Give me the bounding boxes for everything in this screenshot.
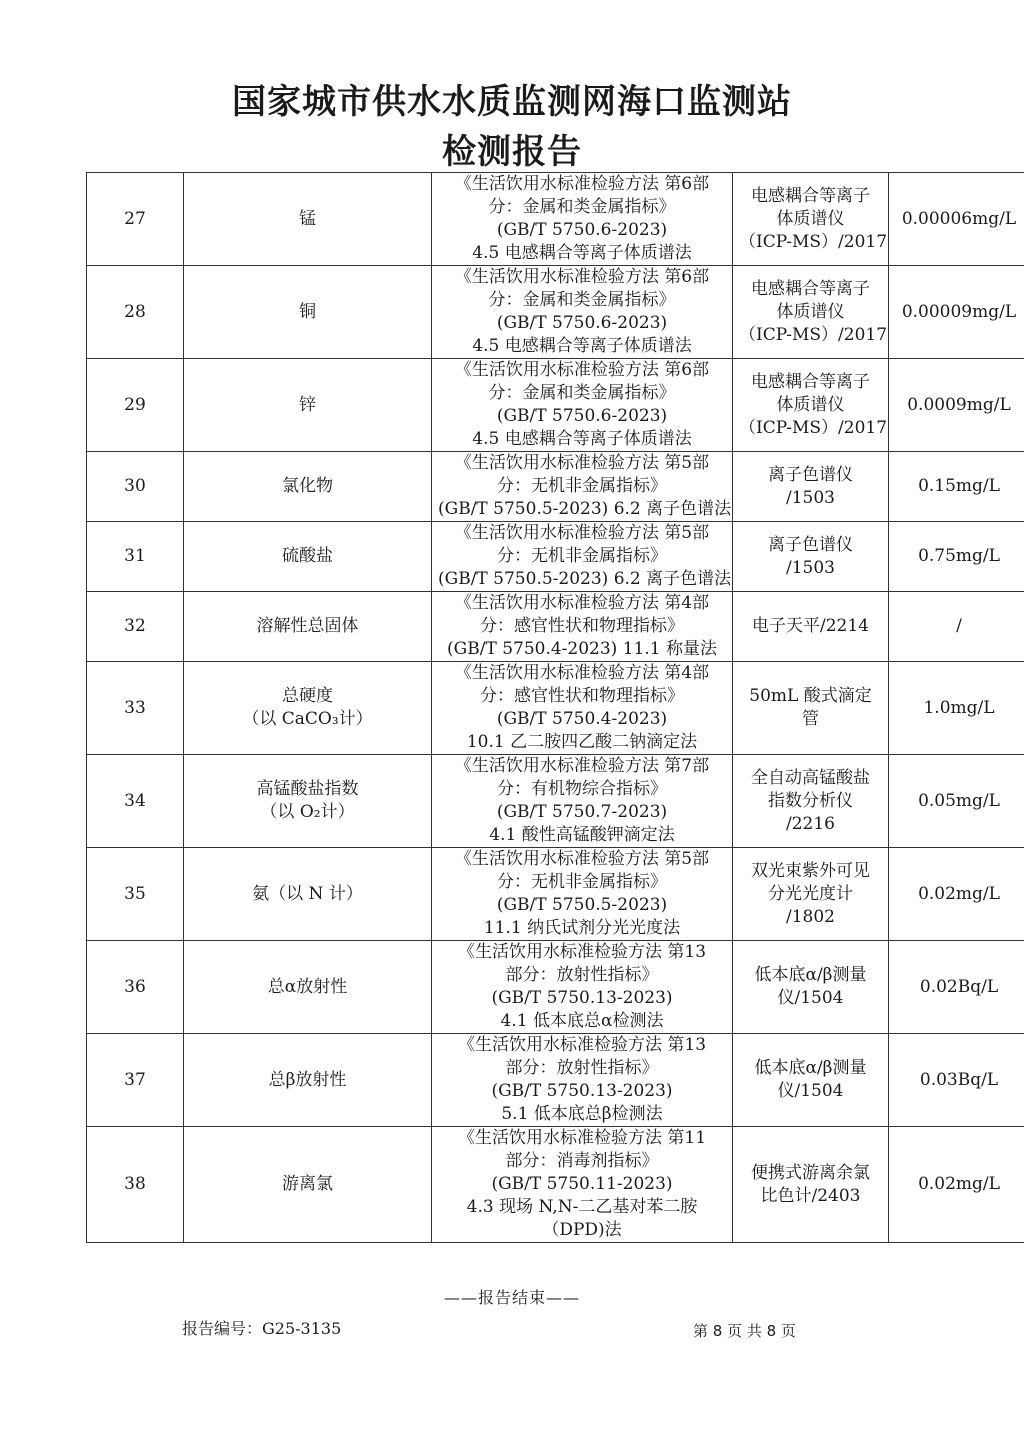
test-method-line: 《生活饮用水标准检验方法 第4部	[454, 593, 710, 613]
test-method-line: 4.3 现场 N,N-二乙基对苯二胺	[466, 1197, 698, 1217]
instrument-line: （ICP-MS）/2017	[739, 324, 888, 345]
instrument-line: 仪/1504	[777, 988, 844, 1008]
table-row	[87, 848, 1024, 941]
instrument-line: 离子色谱仪	[768, 464, 853, 485]
row-number-cell: 32	[87, 592, 184, 662]
test-method-cell	[432, 522, 733, 592]
detection-limit-cell: 0.00009mg/L	[889, 266, 1024, 359]
test-method-cell	[432, 592, 733, 662]
instrument-cell	[733, 662, 889, 755]
test-method-line: (GB/T 5750.6-2023)	[496, 313, 668, 333]
test-method-cell	[432, 452, 733, 522]
test-item-line: 氯化物	[282, 476, 333, 496]
test-method-cell	[432, 848, 733, 941]
test-method-line: 《生活饮用水标准检验方法 第5部	[454, 453, 710, 473]
test-method-line: 分：无机非金属指标》	[497, 476, 667, 496]
instrument-line: 低本底α/β测量	[754, 1058, 867, 1078]
test-method-line: 《生活饮用水标准检验方法 第4部	[454, 663, 710, 683]
test-method-line: 11.1 纳氏试剂分光光度法	[483, 918, 681, 938]
test-method-line: (GB/T 5750.13-2023)	[491, 1081, 673, 1101]
row-number-cell: 36	[87, 941, 184, 1034]
test-item-line: 硫酸盐	[282, 546, 333, 566]
row-number-cell: 35	[87, 848, 184, 941]
test-method-line: (GB/T 5750.5-2023)	[496, 895, 668, 915]
test-item-line: 总硬度	[282, 686, 333, 706]
instrument-line: 双光束紫外可见	[751, 860, 870, 881]
test-method-line: (GB/T 5750.4-2023)	[496, 709, 668, 729]
test-method-line: 《生活饮用水标准检验方法 第6部	[454, 267, 710, 287]
test-method-cell	[432, 266, 733, 359]
test-method-line: （DPD)法	[542, 1220, 622, 1240]
instrument-cell	[733, 941, 889, 1034]
test-method-line: (GB/T 5750.11-2023)	[491, 1174, 673, 1194]
test-method-line: (GB/T 5750.7-2023)	[496, 802, 668, 822]
test-method-cell	[432, 173, 733, 266]
test-method-line: 4.1 低本底总α检测法	[500, 1011, 664, 1031]
instrument-line: 电子天平/2214	[752, 616, 869, 636]
test-method-line: 部分：放射性指标》	[505, 1058, 659, 1078]
instrument-line: 体质谱仪	[776, 208, 845, 229]
test-item-cell	[184, 522, 432, 592]
test-item-cell	[184, 1127, 432, 1243]
test-item-cell	[184, 173, 432, 266]
test-method-line: 分：无机非金属指标》	[497, 872, 667, 892]
row-number-cell: 31	[87, 522, 184, 592]
test-item-cell	[184, 592, 432, 662]
report-header-subtitle: 检测报告	[442, 132, 582, 172]
test-item-line: （以 O₂计）	[260, 802, 355, 822]
test-item-cell	[184, 941, 432, 1034]
instrument-cell	[733, 1034, 889, 1127]
table-row	[87, 1127, 1024, 1243]
test-method-line: (GB/T 5750.6-2023)	[496, 220, 668, 240]
instrument-cell	[733, 173, 889, 266]
table-row	[87, 522, 1024, 592]
instrument-line: 离子色谱仪	[768, 534, 853, 555]
table-row	[87, 266, 1024, 359]
row-number-cell: 27	[87, 173, 184, 266]
test-method-line: 4.5 电感耦合等离子体质谱法	[472, 243, 692, 263]
instrument-line: 分光光度计	[768, 883, 853, 904]
detection-limit-cell: 0.02Bq/L	[889, 941, 1024, 1034]
instrument-line: 50mL 酸式滴定	[749, 686, 872, 706]
table-row	[87, 452, 1024, 522]
instrument-cell	[733, 848, 889, 941]
instrument-cell	[733, 359, 889, 452]
test-method-line: 分：金属和类金属指标》	[488, 197, 676, 217]
instrument-line: /1503	[786, 557, 835, 578]
instrument-line: 管	[802, 709, 819, 729]
test-method-line: 5.1 低本底总β检测法	[501, 1104, 663, 1124]
instrument-line: 便携式游离余氯	[751, 1162, 870, 1183]
test-method-line: 4.1 酸性高锰酸钾滴定法	[489, 825, 675, 845]
test-item-line: （以 CaCO₃计）	[242, 709, 373, 729]
instrument-line: 电感耦合等离子	[751, 371, 870, 392]
test-item-cell	[184, 755, 432, 848]
table-row	[87, 1034, 1024, 1127]
test-method-line: (GB/T 5750.4-2023) 11.1 称量法	[447, 639, 717, 659]
instrument-cell	[733, 452, 889, 522]
inspection-method-table	[86, 172, 1024, 1243]
test-item-line: 游离氯	[282, 1174, 333, 1194]
test-method-line: 《生活饮用水标准检验方法 第6部	[454, 174, 710, 194]
test-method-cell	[432, 359, 733, 452]
row-number-cell: 29	[87, 359, 184, 452]
test-method-line: 《生活饮用水标准检验方法 第7部	[454, 756, 710, 776]
row-number-cell: 38	[87, 1127, 184, 1243]
test-item-cell	[184, 848, 432, 941]
test-method-line: 《生活饮用水标准检验方法 第13	[457, 1035, 707, 1055]
test-item-line: 总β放射性	[268, 1069, 347, 1090]
instrument-cell	[733, 592, 889, 662]
test-item-cell	[184, 452, 432, 522]
test-method-cell	[432, 755, 733, 848]
table-row	[87, 359, 1024, 452]
detection-limit-cell: 0.05mg/L	[889, 755, 1024, 848]
test-method-line: (GB/T 5750.5-2023) 6.2 离子色谱法	[438, 569, 732, 589]
test-method-cell	[432, 1127, 733, 1243]
test-method-line: 4.5 电感耦合等离子体质谱法	[472, 429, 692, 449]
instrument-line: 体质谱仪	[776, 394, 845, 415]
row-number-cell: 37	[87, 1034, 184, 1127]
report-end-marker: ——报告结束——	[443, 1288, 580, 1307]
instrument-cell	[733, 522, 889, 592]
table-row	[87, 755, 1024, 848]
detection-limit-cell: 0.02mg/L	[889, 1127, 1024, 1243]
test-method-line: 分：金属和类金属指标》	[488, 383, 676, 403]
instrument-line: 比色计/2403	[760, 1185, 861, 1206]
table-row	[87, 173, 1024, 266]
detection-limit-cell: 1.0mg/L	[889, 662, 1024, 755]
test-method-line: (GB/T 5750.13-2023)	[491, 988, 673, 1008]
detection-limit-cell: 0.75mg/L	[889, 522, 1024, 592]
test-method-line: 部分：放射性指标》	[505, 965, 659, 985]
test-method-line: 分：感官性状和物理指标》	[480, 616, 684, 636]
test-method-line: 《生活饮用水标准检验方法 第6部	[454, 360, 710, 380]
test-item-cell	[184, 359, 432, 452]
row-number-cell: 30	[87, 452, 184, 522]
test-method-line: 10.1 乙二胺四乙酸二钠滴定法	[466, 732, 698, 752]
table-row	[87, 941, 1024, 1034]
test-method-line: (GB/T 5750.5-2023) 6.2 离子色谱法	[438, 499, 732, 519]
test-method-line: 《生活饮用水标准检验方法 第13	[457, 942, 707, 962]
test-item-cell	[184, 1034, 432, 1127]
test-method-line: 分：无机非金属指标》	[497, 546, 667, 566]
test-item-line: 氨（以 N 计）	[252, 883, 363, 904]
detection-limit-cell: 0.00006mg/L	[889, 173, 1024, 266]
report-header-title: 国家城市供水水质监测网海口监测站	[232, 82, 792, 122]
test-method-cell	[432, 941, 733, 1034]
row-number-cell: 33	[87, 662, 184, 755]
instrument-cell	[733, 1127, 889, 1243]
test-item-line: 铜	[299, 301, 316, 322]
table-row	[87, 662, 1024, 755]
test-item-line: 溶解性总固体	[256, 616, 359, 636]
instrument-cell	[733, 266, 889, 359]
instrument-line: （ICP-MS）/2017	[739, 231, 888, 252]
detection-limit-cell: 0.02mg/L	[889, 848, 1024, 941]
instrument-line: /2216	[786, 813, 835, 834]
test-method-line: 部分：消毒剂指标》	[505, 1151, 659, 1171]
table-row	[87, 592, 1024, 662]
test-method-line: 4.5 电感耦合等离子体质谱法	[472, 336, 692, 356]
test-method-line: (GB/T 5750.6-2023)	[496, 406, 668, 426]
test-method-line: 《生活饮用水标准检验方法 第11	[457, 1128, 707, 1148]
instrument-line: 体质谱仪	[776, 301, 845, 322]
test-method-line: 《生活饮用水标准检验方法 第5部	[454, 523, 710, 543]
instrument-line: 低本底α/β测量	[754, 965, 867, 985]
page-number: 第 8 页 共 8 页	[693, 1322, 796, 1340]
report-number: 报告编号：G25-3135	[182, 1319, 342, 1338]
row-number-cell: 34	[87, 755, 184, 848]
test-item-line: 总α放射性	[267, 976, 348, 997]
instrument-line: 仪/1504	[777, 1081, 844, 1101]
instrument-cell	[733, 755, 889, 848]
test-item-line: 锰	[299, 208, 316, 229]
test-method-cell	[432, 662, 733, 755]
detection-limit-cell: 0.15mg/L	[889, 452, 1024, 522]
test-method-cell	[432, 1034, 733, 1127]
test-method-line: 分：金属和类金属指标》	[488, 290, 676, 310]
test-method-line: 分：感官性状和物理指标》	[480, 686, 684, 706]
detection-limit-cell: 0.0009mg/L	[889, 359, 1024, 452]
instrument-line: 指数分析仪	[768, 790, 853, 811]
row-number-cell: 28	[87, 266, 184, 359]
instrument-line: 电感耦合等离子	[751, 278, 870, 299]
instrument-line: 电感耦合等离子	[751, 185, 870, 206]
test-item-cell	[184, 266, 432, 359]
test-method-line: 分：有机物综合指标》	[497, 779, 667, 799]
instrument-line: /1503	[786, 487, 835, 508]
instrument-line: 全自动高锰酸盐	[751, 767, 870, 788]
detection-limit-cell: 0.03Bq/L	[889, 1034, 1024, 1127]
detection-limit-cell: /	[889, 592, 1024, 662]
instrument-line: （ICP-MS）/2017	[739, 417, 888, 438]
test-method-line: 《生活饮用水标准检验方法 第5部	[454, 849, 710, 869]
test-item-line: 高锰酸盐指数	[256, 779, 359, 799]
test-item-line: 锌	[299, 394, 316, 415]
instrument-line: /1802	[786, 906, 835, 927]
test-item-cell	[184, 662, 432, 755]
